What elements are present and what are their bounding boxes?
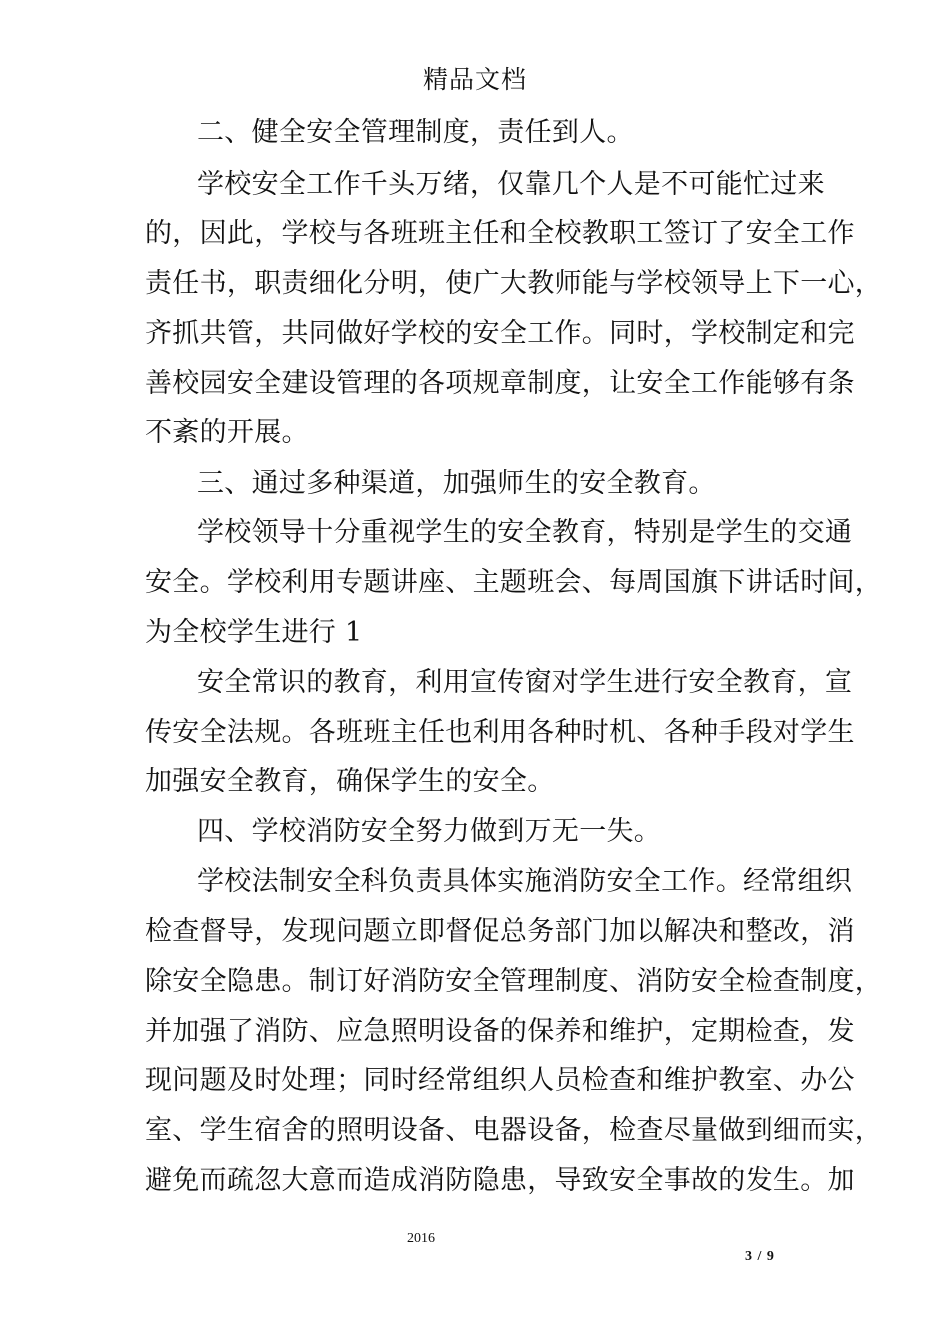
text-line: 加强安全教育，确保学生的安全。 xyxy=(145,766,555,797)
text-line: 现问题及时处理；同时经常组织人员检查和维护教室、办公 xyxy=(145,1065,855,1096)
text-line: 责任书，职责细化分明，使广大教师能与学校领导上下一心， xyxy=(145,268,883,299)
footer-year: 2016 xyxy=(407,1231,435,1246)
text-line: 不紊的开展。 xyxy=(145,417,309,448)
text-line: 安全常识的教育，利用宣传窗对学生进行安全教育，宣 xyxy=(197,667,853,698)
text-line: 的，因此，学校与各班班主任和全校教职工签订了安全工作 xyxy=(145,218,855,249)
text-line: 学校安全工作千头万绪，仅靠几个人是不可能忙过来 xyxy=(197,169,825,200)
text-line: 避免而疏忽大意而造成消防隐患，导致安全事故的发生。加 xyxy=(145,1165,855,1196)
text-line: 三、通过多种渠道，加强师生的安全教育。 xyxy=(197,468,716,499)
text-line: 安全。学校利用专题讲座、主题班会、每周国旗下讲话时间， xyxy=(145,567,883,598)
text-line: 学校领导十分重视学生的安全教育，特别是学生的交通 xyxy=(197,517,853,548)
text-line: 齐抓共管，共同做好学校的安全工作。同时，学校制定和完 xyxy=(145,318,855,349)
text-line: 检查督导，发现问题立即督促总务部门加以解决和整改，消 xyxy=(145,916,855,947)
text-line: 为全校学生进行 1 xyxy=(145,617,363,648)
text-line: 二、健全安全管理制度，责任到人。 xyxy=(197,117,634,148)
text-line: 并加强了消防、应急照明设备的保养和维护，定期检查，发 xyxy=(145,1016,855,1047)
text-line: 学校法制安全科负责具体实施消防安全工作。经常组织 xyxy=(197,866,853,897)
text-line: 传安全法规。各班班主任也利用各种时机、各种手段对学生 xyxy=(145,717,855,748)
text-line: 善校园安全建设管理的各项规章制度，让安全工作能够有条 xyxy=(145,368,855,399)
text-line: 除安全隐患。制订好消防安全管理制度、消防安全检查制度， xyxy=(145,966,883,997)
page-number: 3 / 9 xyxy=(745,1249,775,1264)
page-header: 精品文档 xyxy=(422,65,527,94)
text-line: 四、学校消防安全努力做到万无一失。 xyxy=(197,816,662,847)
text-line: 室、学生宿舍的照明设备、电器设备，检查尽量做到细而实， xyxy=(145,1115,883,1146)
